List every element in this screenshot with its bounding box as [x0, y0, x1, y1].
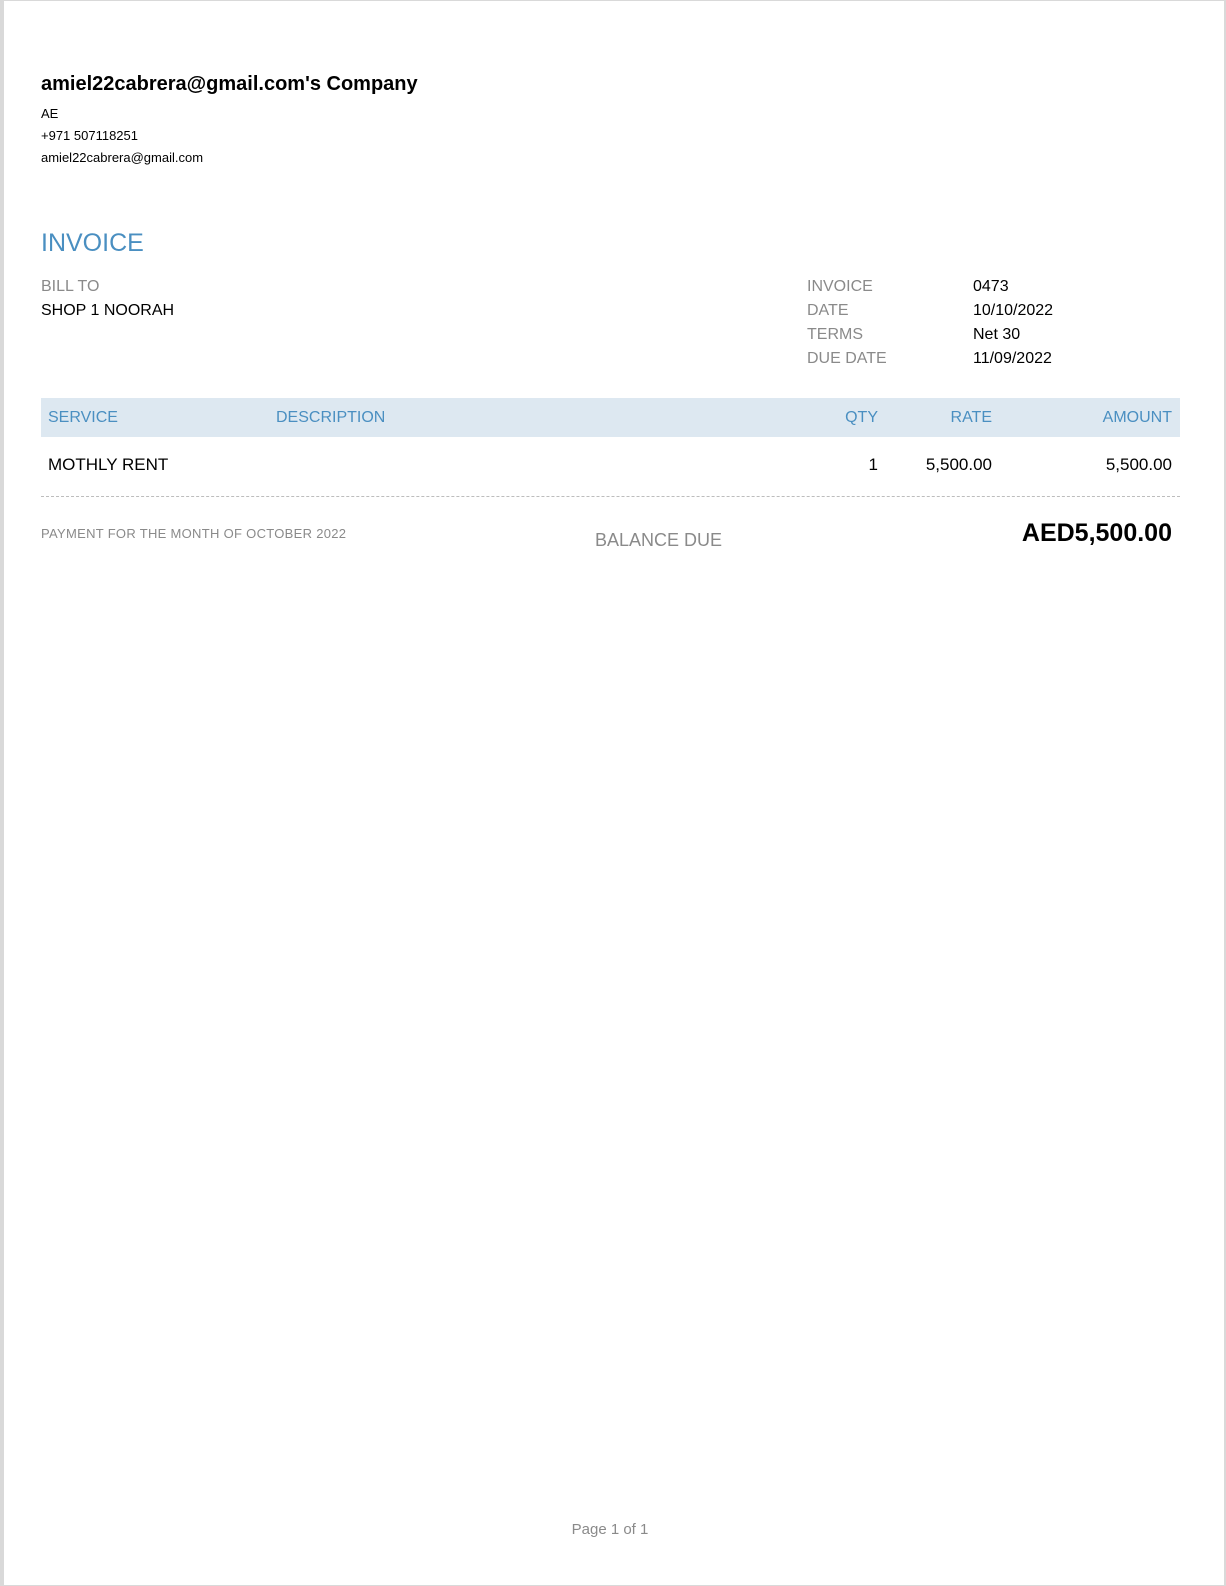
bill-to-label: BILL TO	[41, 278, 100, 295]
invoice-date-label: DATE	[807, 302, 849, 319]
company-name: amiel22cabrera@gmail.com's Company	[41, 73, 418, 95]
invoice-date-value: 10/10/2022	[973, 302, 1054, 319]
invoice-due-date-label: DUE DATE	[807, 350, 887, 367]
row-service: MOTHLY RENT	[48, 455, 169, 474]
balance-due-label: BALANCE DUE	[595, 530, 723, 550]
invoice-page	[4, 1, 1224, 1585]
company-country: AE	[41, 106, 59, 121]
table-divider	[41, 496, 1180, 497]
invoice-title: INVOICE	[41, 229, 144, 257]
company-email: amiel22cabrera@gmail.com	[41, 150, 204, 165]
page-number: Page 1 of 1	[571, 1521, 649, 1538]
header-qty: QTY	[845, 409, 878, 426]
invoice-terms-value: Net 30	[973, 326, 1021, 343]
header-rate: RATE	[950, 409, 992, 426]
row-rate: 5,500.00	[925, 455, 992, 474]
header-service: SERVICE	[48, 409, 118, 426]
bill-to-name: SHOP 1 NOORAH	[41, 302, 175, 319]
balance-due-value: AED5,500.00	[1021, 519, 1172, 547]
invoice-terms-label: TERMS	[807, 326, 863, 343]
items-table-header	[41, 398, 1180, 437]
row-qty: 1	[868, 455, 878, 474]
header-description: DESCRIPTION	[276, 409, 386, 426]
invoice-memo: PAYMENT FOR THE MONTH OF OCTOBER 2022	[41, 526, 347, 541]
row-amount: 5,500.00	[1105, 455, 1172, 474]
invoice-due-date-value: 11/09/2022	[973, 350, 1052, 367]
header-amount: AMOUNT	[1102, 409, 1172, 426]
invoice-number-label: INVOICE	[807, 278, 873, 295]
company-phone: +971 507118251	[41, 128, 138, 143]
invoice-number-value: 0473	[973, 278, 1009, 295]
